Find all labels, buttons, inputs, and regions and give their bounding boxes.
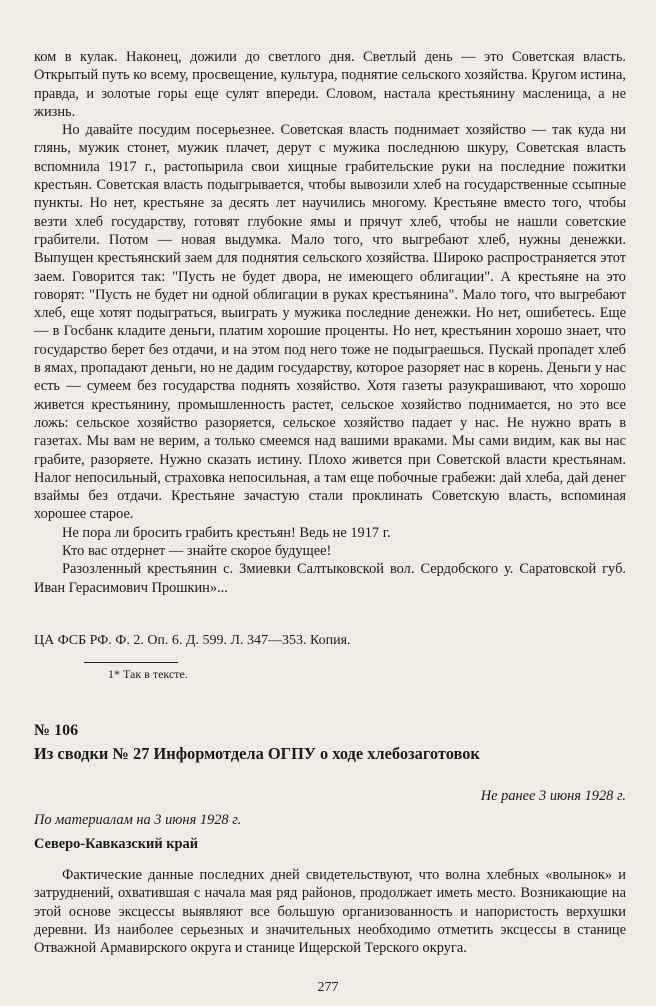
paragraph: Кто вас отдернет — знайте скорое будущее! [62,543,332,560]
region-heading: Северо-Кавказский край [34,836,199,852]
document-number: № 106 [34,722,79,739]
paragraph: ком в кулак. Наконец, дожили до светлого дня. Светлый день — это Советская власть. Открытый путь ко всему, просвещение, культура, поднятие сельского хозяйства. Кругом истина, правда, и золотые горы еще сулят впереди. Словом, настала крестьянину масленица, а не жизнь. [34,49,626,120]
footnote: 1* Так в тексте. [108,667,188,681]
top-text-block [34,48,626,597]
document-basis: По материалам на 3 июня 1928 г. [34,812,242,828]
paragraph: Но давайте посудим посерьезнее. Советская власть поднимает хозяйство — так куда ни глянь, мужик стонет, мужик плачет, дерут с мужика последнюю шкуру, Советская власть вспомнила 1917 г., растопырила свои хищные грабительские руки на последние пожитки крестьян. Советская власть подыгрывается, чтобы вывозили хлеб на государственные ссыпные пункты. Но нет, крестьяне за десять лет научились многому. Крестьяне вместо того, чтобы везти хлеб государству, готовят глубокие ямы и прячут хлеб, чтобы не нашли советские грабители. Потом — новая выдумка. Мало того, что выгребают хлеб, нужны денежки. Выпущен крестьянский заем для поднятия сельского хозяйства. Широко распространяется этот заем. Говорится так: "Пусть не будет двора, не имеющего облигации". А крестьяне на это говорят: "Пусть не будет ни одной облигации в руках крестьянина". Мало того, что выгребают хлеб, еще хотят подыграться, выиграть у мужика последние денежки. Но нет, ошибетесь. Еще — в Госбанк кладите деньги, платим хорошие проценты. Но нет, крестьянин хорошо знает, что государство берет без отдачи, и на этом под него тоже не подыграешься. Пускай пропадет хлеб в ямах, пропадают деньги, но не дадим государству, которое разоряет нас в корень. Деньги у нас есть — сумеем без государства поднять хозяйство. Хотя газеты разукрашивают, что хорошо живется крестьянину, промышленность растет, сельское хозяйство поднимается, но это все ложь: сельское хозяйство разоряется, сельское хозяйство падает у нас. Не нужно врать в газетах. Мы вам не верим, а только смеемся над вашими враками. Мы сами видим, как вы нас грабите, разоряете. Нужно сказать истину. Плохо живется при Советской власти крестьянам. Налог непосильный, страховка непосильная, а там еще побочные грабежи: дай хлеба, дай денег взаймы без отдачи. Крестьяне зачастую стали проклинать Советскую власть, вспоминая хорошее старое. [34,122,626,523]
document-title: Из сводки № 27 Информотдела ОГПУ о ходе хлебозаготовок [34,744,480,763]
footnote-divider [84,662,178,663]
paragraph: Разозленный крестьянин с. Змиевки Салтыковской вол. Сердобского у. Саратовской губ. Иван Герасимович Прошкин»... [34,561,626,596]
page-number: 277 [317,980,339,995]
bottom-text-block [34,866,626,957]
document-date: Не ранее 3 июня 1928 г. [480,788,626,804]
paragraph: Фактические данные последних дней свидетельствуют, что волна хлебных «волынок» и затруднений, охватившая с начала мая ряд районов, продолжает иметь место. Возникающие на этой основе эксцессы выявляют все большую организованность и напористость верхушки деревни. Из наиболее серьезных и значительных необходимо отметить эксцессы в станице Отважной Армавирского округа и станице Ищерской Терского округа. [34,867,626,957]
paragraph: Не пора ли бросить грабить крестьян! Ведь не 1917 г. [62,524,391,541]
archive-source-reference: ЦА ФСБ РФ. Ф. 2. Оп. 6. Д. 599. Л. 347—353. Копия. [34,633,351,648]
